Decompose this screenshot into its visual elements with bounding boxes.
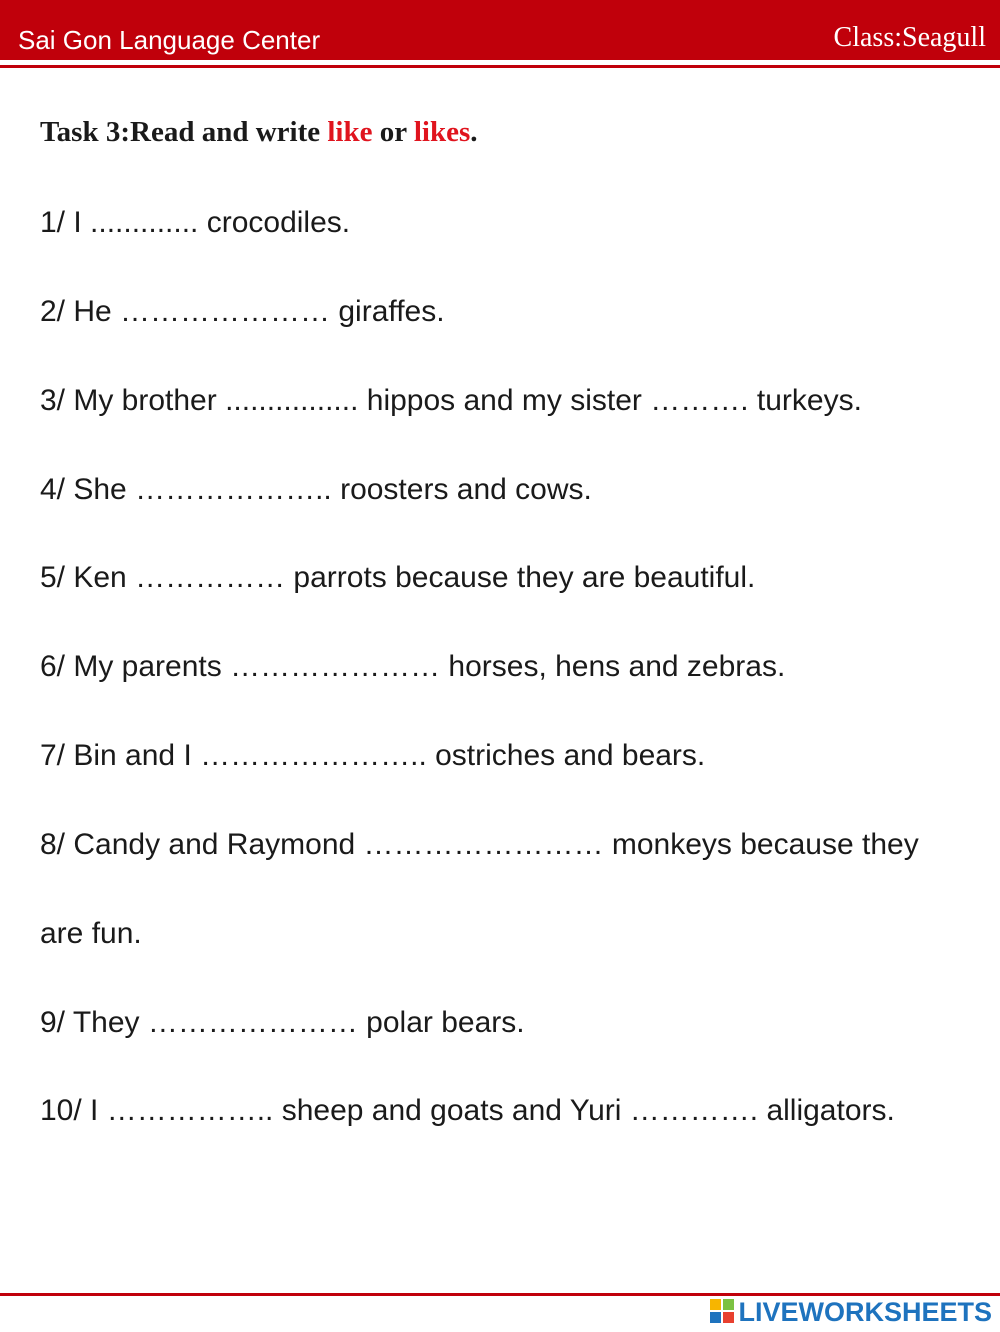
- exercise-line: 6/ My parents ………………… horses, hens and zebras.: [40, 650, 786, 683]
- exercise-line: 9/ They ………………… polar bears.: [40, 1006, 525, 1039]
- exercise-line: 10/ I …………….. sheep and goats and Yuri …………. alligators.: [40, 1094, 895, 1127]
- header-divider: [0, 65, 1000, 68]
- class-label: Class:Seagull: [833, 22, 986, 53]
- task-title-middle: or: [372, 116, 414, 148]
- exercise-line: 1/ I ............. crocodiles.: [40, 206, 351, 239]
- liveworksheets-logo-icon: [710, 1299, 736, 1325]
- exercise-line: 4/ She ……………….. roosters and cows.: [40, 473, 592, 506]
- task-title-suffix: .: [470, 116, 478, 148]
- liveworksheets-logo[interactable]: [710, 1298, 992, 1326]
- task-title: [40, 114, 478, 150]
- task-title-prefix: Task 3:Read and write: [40, 116, 328, 148]
- exercise-line: 7/ Bin and I ………………….. ostriches and bears.: [40, 739, 706, 772]
- center-name: Sai Gon Language Center: [18, 25, 321, 55]
- exercise-line: are fun.: [40, 917, 142, 950]
- task-word-likes: likes: [413, 116, 471, 148]
- exercise-line: 2/ He ………………… giraffes.: [40, 295, 445, 328]
- logo-text: LIVEWORKSHEETS: [738, 1297, 992, 1327]
- footer-divider: [0, 1293, 1000, 1296]
- task-word-like: like: [327, 116, 373, 148]
- exercise-line: 8/ Candy and Raymond …………………… monkeys because they: [40, 828, 919, 861]
- exercise-line: 5/ Ken …………… parrots because they are beautiful.: [40, 561, 756, 594]
- header-bar: [0, 0, 1000, 60]
- exercise-line: 3/ My brother ................ hippos and my sister ………. turkeys.: [40, 384, 862, 417]
